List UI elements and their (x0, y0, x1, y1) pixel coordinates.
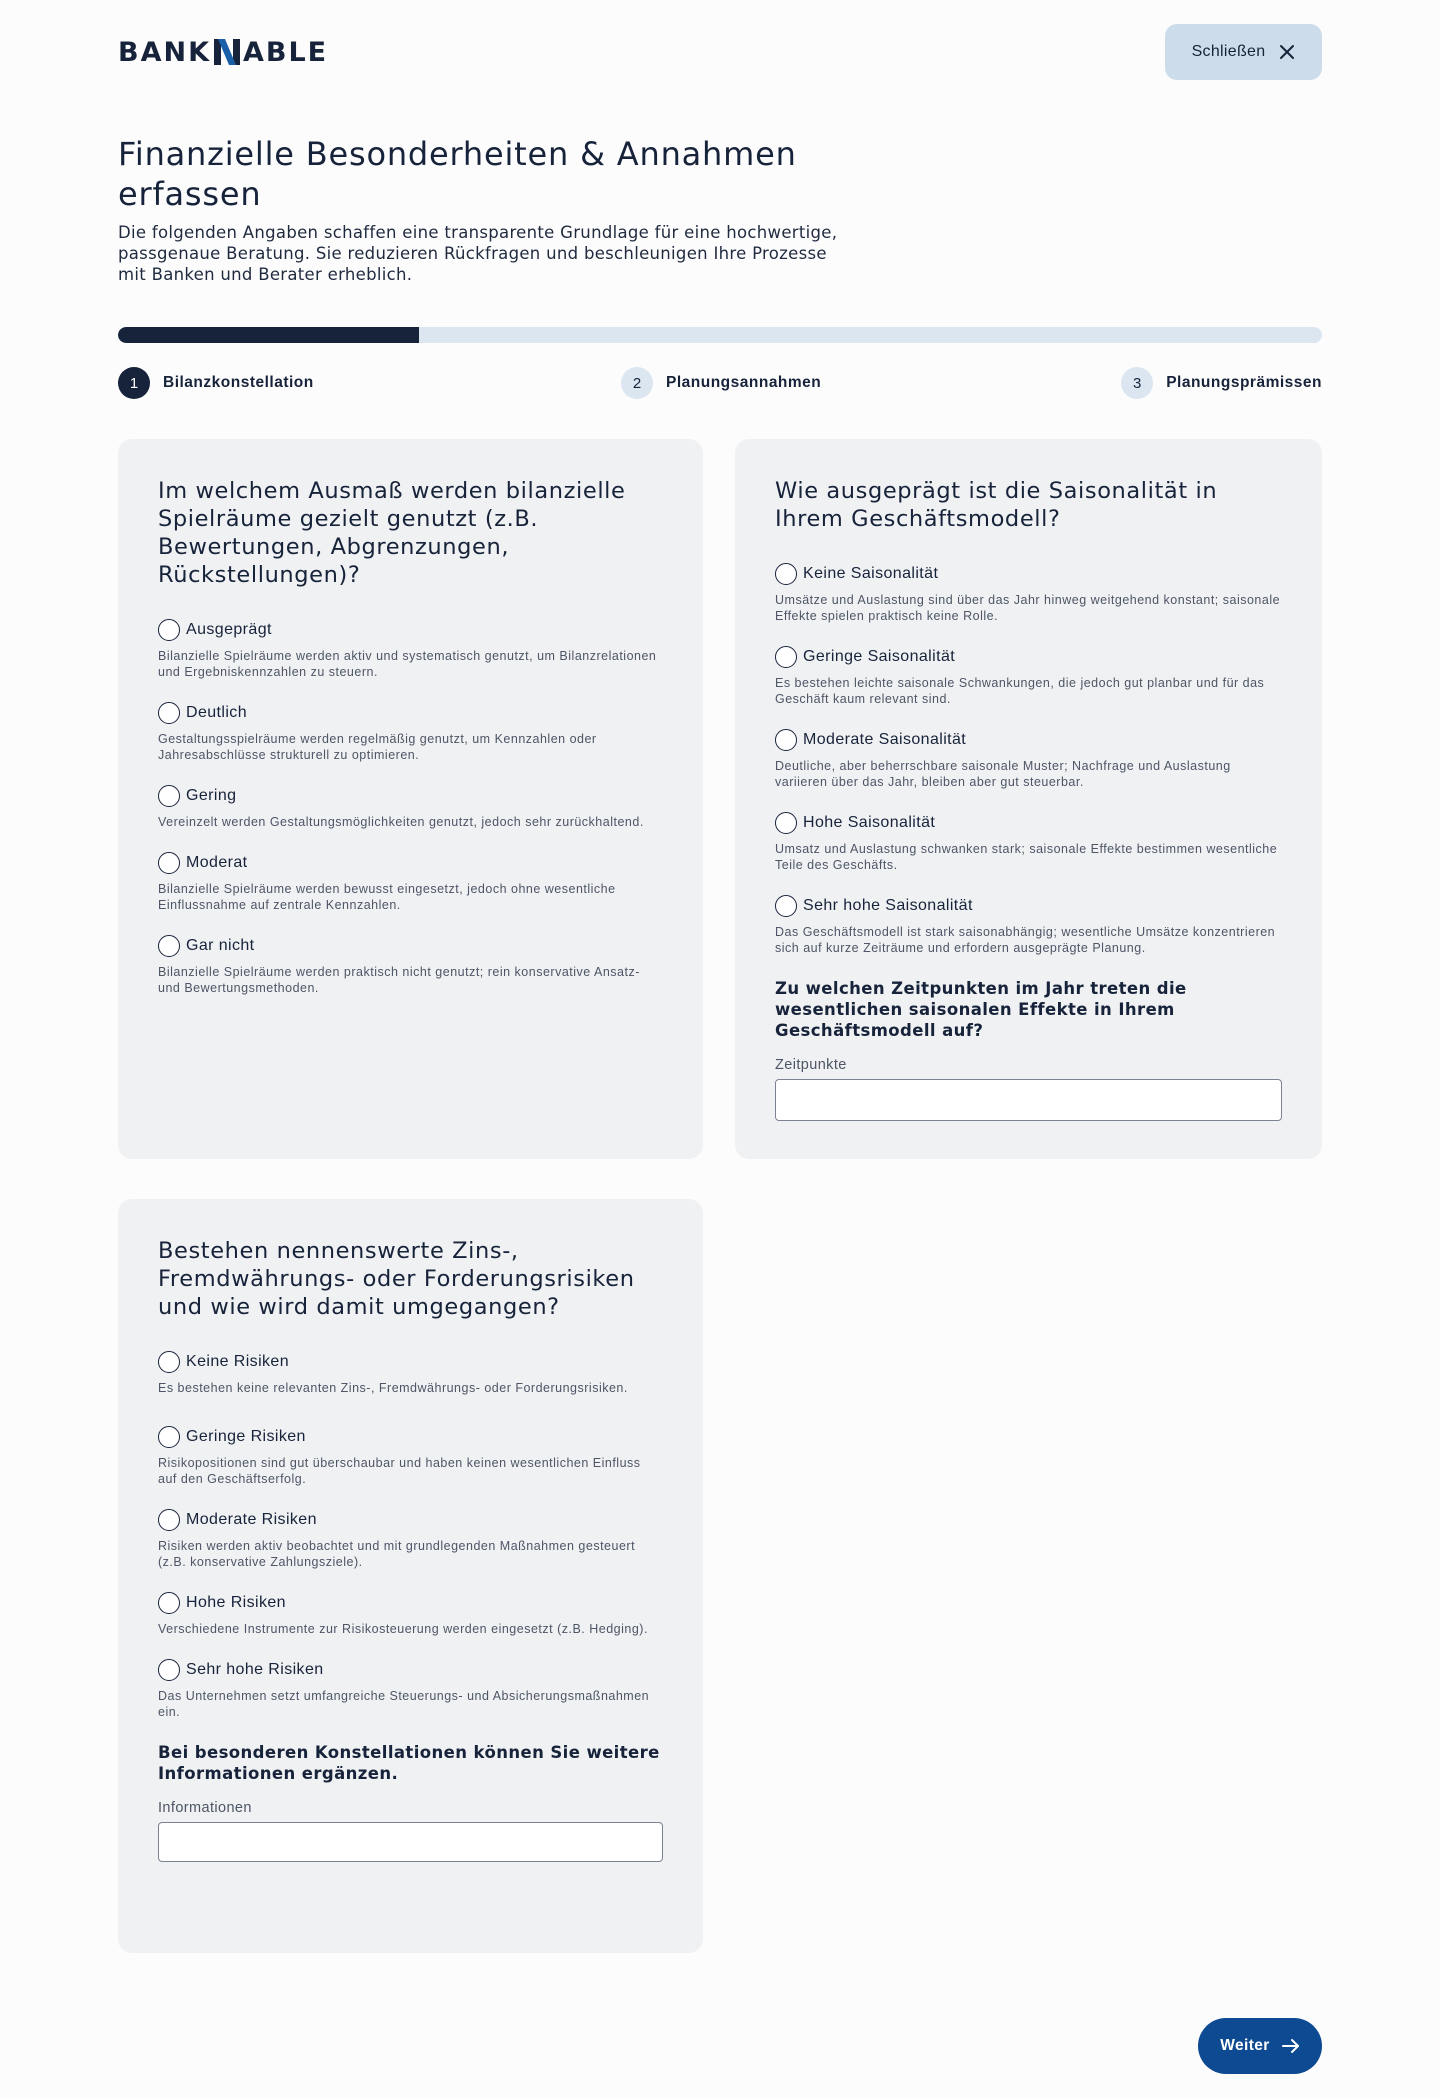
step-number: 2 (621, 367, 653, 399)
step-label: Bilanzkonstellation (163, 374, 314, 391)
radio-option-hohe-risiken[interactable] (158, 1592, 663, 1614)
zeitpunkte-label: Zeitpunkte (775, 1057, 847, 1073)
radio-option-gar-nicht[interactable] (158, 935, 663, 957)
step-planungspraemissen[interactable] (1121, 367, 1322, 399)
radio-option-sehr-hohe-risiken[interactable] (158, 1659, 663, 1681)
option-description: Bilanzielle Spielräume werden aktiv und systematisch genutzt, um Bilanzrelationen und Ergebniskennzahlen zu steuern. (158, 649, 657, 679)
followup-question: Zu welchen Zeitpunkten im Jahr treten die wesentlichen saisonalen Effekte in Ihrem Geschäftsmodell auf? (775, 979, 1187, 1040)
page-description: Die folgenden Angaben schaffen eine transparente Grundlage für eine hochwertige, passgenaue Beratung. Sie reduzieren Rückfragen und beschleunigen Ihre Prozesse mit Banken und Berater erheblich. (118, 223, 838, 284)
option-description: Es bestehen keine relevanten Zins-, Fremdwährungs- oder Forderungsrisiken. (158, 1381, 628, 1395)
option-description: Das Geschäftsmodell ist stark saisonabhängig; wesentliche Umsätze konzentrieren sich auf kurze Zeiträume und erfordern ausgeprägte Planung. (775, 925, 1276, 955)
radio-option (775, 646, 1282, 707)
next-button[interactable] (1198, 2018, 1322, 2074)
radio-option (775, 812, 1282, 873)
radio-label: Sehr hohe Risiken (186, 1661, 324, 1678)
header (118, 24, 1322, 80)
radio-option-moderat[interactable] (158, 852, 663, 874)
radio-label: Moderate Risiken (186, 1511, 317, 1528)
close-button[interactable] (1165, 24, 1322, 80)
option-description: Verschiedene Instrumente zur Risikosteuerung werden eingesetzt (z.B. Hedging). (158, 1622, 648, 1636)
radio-button[interactable] (775, 895, 797, 917)
radio-option (158, 702, 663, 763)
step-label: Planungsprämissen (1166, 374, 1322, 391)
arrow-right-icon (1282, 2038, 1300, 2054)
step-number: 1 (118, 367, 150, 399)
radio-option (158, 619, 663, 680)
radio-option (775, 895, 1282, 956)
progress-bar (118, 327, 1322, 343)
radio-option-keine-risiken[interactable] (158, 1351, 663, 1373)
card-saisonalitaet (735, 439, 1322, 1159)
option-description: Risiken werden aktiv beobachtet und mit grundlegenden Maßnahmen gesteuert (z.B. konservative Zahlungsziele). (158, 1539, 636, 1569)
step-planungsannahmen[interactable] (621, 367, 821, 399)
close-icon (1279, 44, 1295, 60)
card-risiken (118, 1199, 703, 1953)
radio-label: Moderat (186, 854, 248, 871)
intro-section (118, 134, 838, 285)
radio-option-deutlich[interactable] (158, 702, 663, 724)
n-slash-icon (214, 39, 240, 65)
radio-label: Keine Risiken (186, 1353, 290, 1370)
followup-question: Bei besonderen Konstellationen können Sie weitere Informationen ergänzen. (158, 1743, 660, 1783)
informationen-label: Informationen (158, 1800, 252, 1816)
radio-option-ausgepraegt[interactable] (158, 619, 663, 641)
radio-option (158, 1509, 663, 1570)
radio-button[interactable] (775, 729, 797, 751)
logo-text-right: ABLE (243, 36, 329, 68)
radio-option-geringe-saisonalitaet[interactable] (775, 646, 1282, 668)
radio-option-sehr-hohe-saisonalitaet[interactable] (775, 895, 1282, 917)
option-description: Bilanzielle Spielräume werden bewusst eingesetzt, jedoch ohne wesentliche Einflussnahme auf zentrale Kennzahlen. (158, 882, 616, 912)
radio-label: Geringe Risiken (186, 1428, 306, 1445)
option-description: Umsätze und Auslastung sind über das Jahr hinweg weitgehend konstant; saisonale Effekte spielen praktisch keine Rolle. (775, 593, 1281, 623)
radio-label: Gering (186, 787, 237, 804)
option-description: Es bestehen leichte saisonale Schwankungen, die jedoch gut planbar und für das Geschäft kaum relevant sind. (775, 676, 1265, 706)
radio-option (775, 729, 1282, 790)
zeitpunkte-input[interactable] (775, 1079, 1282, 1121)
option-description: Deutliche, aber beherrschbare saisonale Muster; Nachfrage und Auslastung variieren über das Jahr, bleiben aber gut steuerbar. (775, 759, 1231, 789)
radio-button[interactable] (158, 1351, 180, 1373)
radio-label: Keine Saisonalität (803, 565, 939, 582)
step-label: Planungsannahmen (666, 374, 822, 391)
radio-button[interactable] (158, 1509, 180, 1531)
radio-button[interactable] (158, 785, 180, 807)
radio-label: Sehr hohe Saisonalität (803, 897, 973, 914)
radio-button[interactable] (775, 563, 797, 585)
radio-group (775, 563, 1282, 956)
radio-option-keine-saisonalitaet[interactable] (775, 563, 1282, 585)
radio-option-gering[interactable] (158, 785, 663, 807)
step-number: 3 (1121, 367, 1153, 399)
stepper (118, 367, 1322, 399)
radio-option (775, 563, 1282, 624)
radio-option-geringe-risiken[interactable] (158, 1426, 663, 1448)
radio-label: Deutlich (186, 704, 248, 721)
radio-option (158, 785, 663, 830)
radio-option (158, 1592, 663, 1637)
progress-bar-fill (118, 327, 419, 343)
radio-option (158, 852, 663, 913)
next-button-label: Weiter (1220, 2037, 1270, 2054)
radio-label: Gar nicht (186, 937, 255, 954)
option-description: Vereinzelt werden Gestaltungsmöglichkeiten genutzt, jedoch sehr zurückhaltend. (158, 815, 644, 829)
step-bilanzkonstellation[interactable] (118, 367, 314, 399)
question-title: Wie ausgeprägt ist die Saisonalität in Ihrem Geschäftsmodell? (775, 478, 1218, 532)
logo-text-left: BANK (118, 36, 211, 68)
radio-option-moderate-risiken[interactable] (158, 1509, 663, 1531)
radio-option (158, 1659, 663, 1720)
radio-button[interactable] (775, 812, 797, 834)
bankable-logo[interactable] (118, 37, 328, 68)
radio-label: Hohe Risiken (186, 1594, 286, 1611)
radio-button[interactable] (158, 1659, 180, 1681)
radio-button[interactable] (775, 646, 797, 668)
radio-label: Moderate Saisonalität (803, 731, 967, 748)
informationen-input[interactable] (158, 1822, 663, 1862)
question-title: Bestehen nennenswerte Zins-, Fremdwährungs- oder Forderungsrisiken und wie wird damit umgegangen? (158, 1238, 635, 1320)
radio-label: Ausgeprägt (186, 621, 272, 638)
radio-button[interactable] (158, 1426, 180, 1448)
option-description: Umsatz und Auslastung schwanken stark; saisonale Effekte bestimmen wesentliche Teile des Geschäfts. (775, 842, 1278, 872)
radio-option (158, 1426, 663, 1487)
radio-button[interactable] (158, 702, 180, 724)
radio-option (158, 1351, 663, 1396)
option-description: Bilanzielle Spielräume werden praktisch nicht genutzt; rein konservative Ansatz- und Bewertungsmethoden. (158, 965, 640, 995)
radio-group (158, 619, 663, 996)
radio-label: Geringe Saisonalität (803, 648, 956, 665)
radio-option (158, 935, 663, 996)
radio-option-hohe-saisonalitaet[interactable] (775, 812, 1282, 834)
radio-label: Hohe Saisonalität (803, 814, 936, 831)
radio-button[interactable] (158, 852, 180, 874)
radio-button[interactable] (158, 619, 180, 641)
radio-group (158, 1351, 663, 1720)
close-button-label: Schließen (1191, 43, 1266, 60)
option-description: Risikopositionen sind gut überschaubar und haben keinen wesentlichen Einfluss auf den Geschäftserfolg. (158, 1456, 641, 1486)
question-title: Im welchem Ausmaß werden bilanzielle Spielräume gezielt genutzt (z.B. Bewertungen, Abgrenzungen, Rückstellungen)? (158, 478, 626, 588)
radio-button[interactable] (158, 935, 180, 957)
page-title: Finanzielle Besonderheiten & Annahmen erfassen (118, 135, 797, 213)
option-description: Das Unternehmen setzt umfangreiche Steuerungs- und Absicherungsmaßnahmen ein. (158, 1689, 650, 1719)
option-description: Gestaltungsspielräume werden regelmäßig genutzt, um Kennzahlen oder Jahresabschlüsse strukturell zu optimieren. (158, 732, 597, 762)
radio-option-moderate-saisonalitaet[interactable] (775, 729, 1282, 751)
card-bilanzielle-spielraeume (118, 439, 703, 1159)
radio-button[interactable] (158, 1592, 180, 1614)
